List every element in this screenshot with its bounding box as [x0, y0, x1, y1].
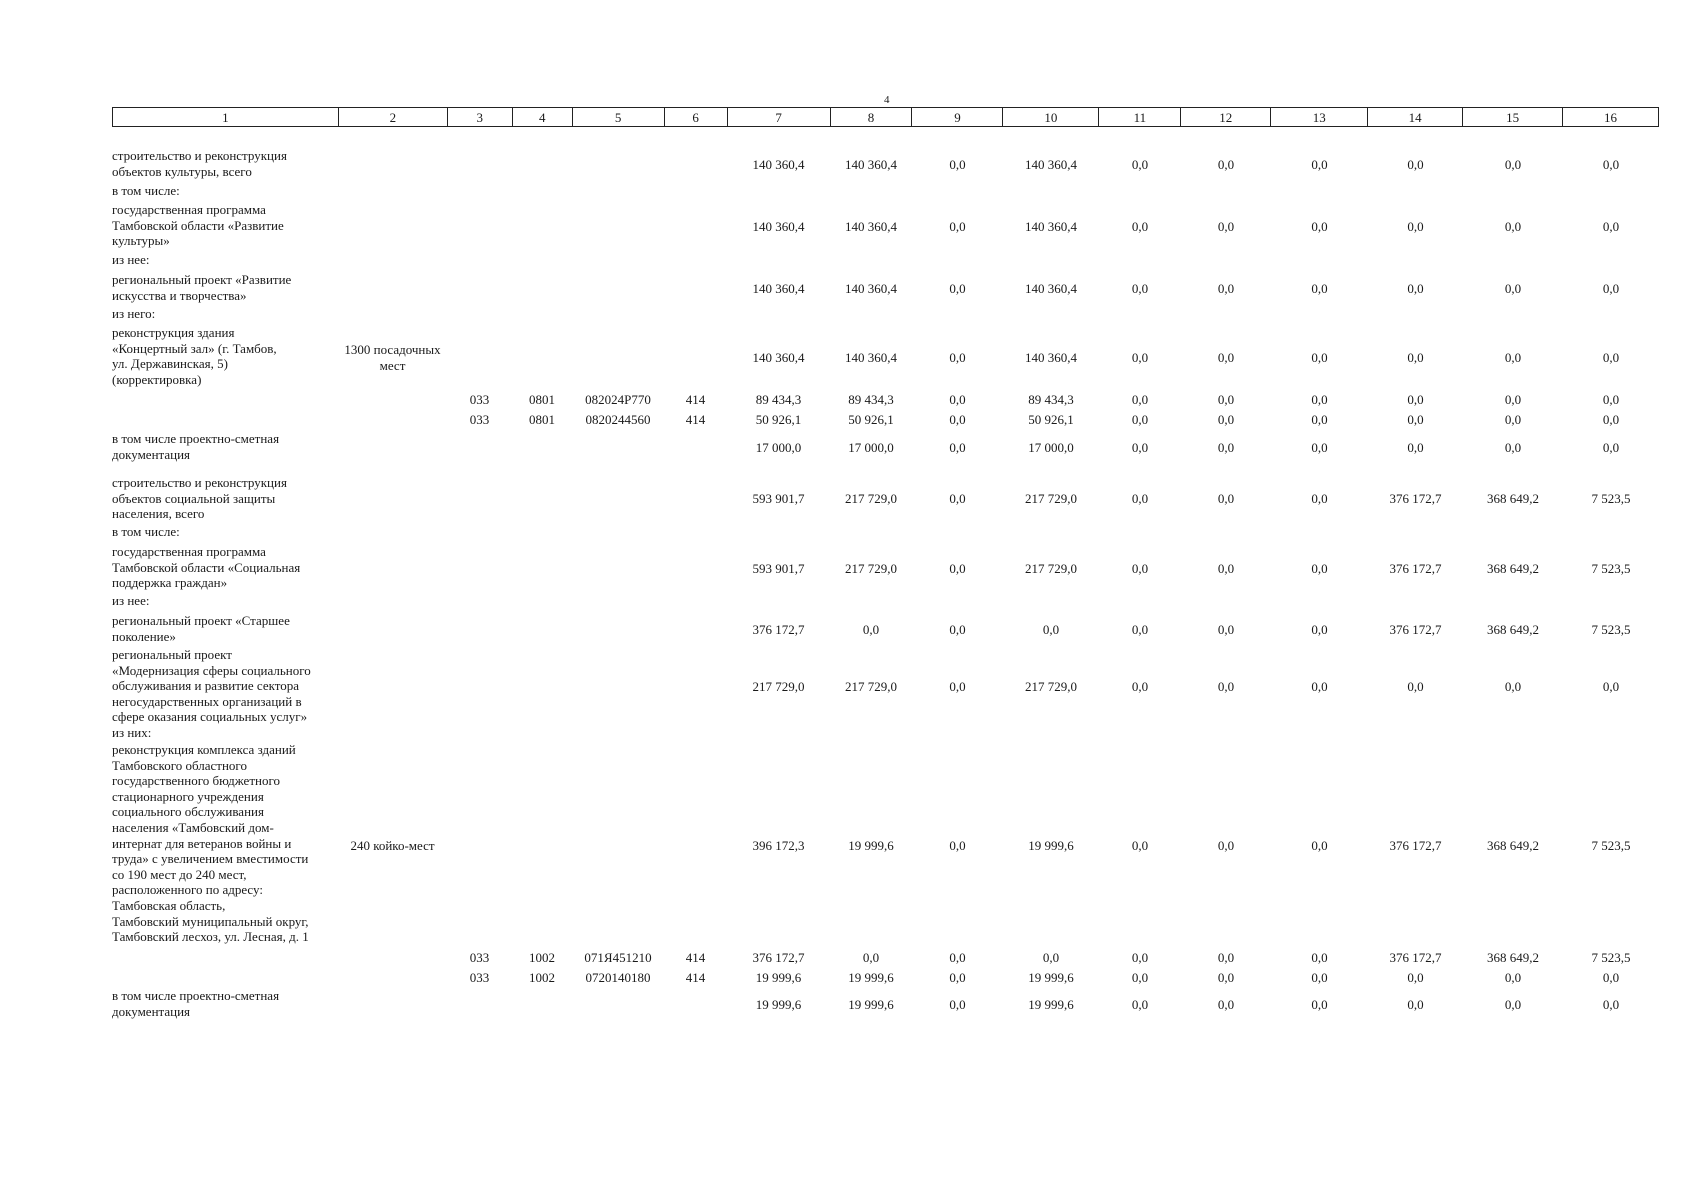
- value-cell-12: 0,0: [1217, 281, 1235, 296]
- value-cell-15: 368 649,2: [1487, 950, 1539, 965]
- code-cell-6: 414: [685, 950, 706, 965]
- value-cell-16: 0,0: [1602, 157, 1620, 172]
- description-line: (корректировка): [112, 371, 202, 387]
- value-cell-8: 140 360,4: [845, 157, 897, 172]
- value-cell-8: 217 729,0: [845, 561, 897, 576]
- value-cell-9: 0,0: [949, 679, 966, 694]
- value-cell-13: 0,0: [1311, 440, 1328, 455]
- description-line: государственная программа: [112, 202, 266, 217]
- description-line: поколение»: [112, 628, 176, 644]
- capacity-line: 240 койко-мест: [350, 838, 435, 853]
- capacity-line: 1300 посадочных: [344, 342, 441, 357]
- value-cell-11: 0,0: [1131, 281, 1149, 296]
- description-line: населения, всего: [112, 506, 205, 522]
- row-description: [112, 183, 337, 199]
- column-header-4: 4: [513, 108, 573, 126]
- value-cell-7: 593 901,7: [752, 491, 805, 506]
- value-cell-10: 89 434,3: [1028, 392, 1074, 407]
- value-cell-13: 0,0: [1311, 412, 1328, 427]
- value-cell-10: 50 926,1: [1028, 412, 1074, 427]
- description-line: социального обслуживания: [112, 804, 264, 820]
- row-description: [112, 252, 337, 268]
- value-cell-7: 140 360,4: [752, 350, 805, 365]
- value-cell-7: 17 000,0: [755, 440, 802, 455]
- value-cell-7: 89 434,3: [755, 392, 802, 407]
- value-cell-16: 0,0: [1602, 997, 1620, 1012]
- description-line: документация: [112, 1003, 191, 1019]
- capacity-cell: [338, 838, 447, 854]
- row-description: [112, 725, 337, 741]
- row-description: [112, 325, 337, 387]
- description-line: документация: [112, 446, 191, 462]
- description-line: в том числе проектно-сметная: [112, 988, 280, 1003]
- code-cell-3: 033: [469, 950, 490, 965]
- description-line: реконструкция комплекса зданий: [112, 742, 296, 757]
- value-cell-12: 0,0: [1217, 157, 1235, 172]
- row-description: [112, 988, 337, 1019]
- description-line: «Концертный зал» (г. Тамбов,: [112, 340, 277, 356]
- value-cell-7: 376 172,7: [752, 950, 805, 965]
- value-cell-11: 0,0: [1131, 997, 1149, 1012]
- code-cell-5: 082024P770: [585, 392, 651, 407]
- capacity-line: мест: [379, 357, 406, 373]
- value-cell-11: 0,0: [1131, 157, 1149, 172]
- description-line: в том числе:: [112, 183, 180, 198]
- value-cell-9: 0,0: [949, 997, 966, 1012]
- value-cell-7: 50 926,1: [755, 412, 802, 427]
- description-line: региональный проект: [112, 647, 232, 662]
- value-cell-15: 0,0: [1504, 350, 1522, 365]
- description-line: Тамбовская область,: [112, 897, 226, 913]
- value-cell-8: 19 999,6: [848, 970, 894, 985]
- value-cell-8: 0,0: [862, 950, 880, 965]
- value-cell-9: 0,0: [949, 561, 966, 576]
- code-cell-4: 0801: [529, 392, 555, 407]
- value-cell-8: 89 434,3: [848, 392, 894, 407]
- value-cell-14: 376 172,7: [1389, 622, 1442, 637]
- description-line: искусства и творчества»: [112, 287, 247, 303]
- value-cell-8: 217 729,0: [845, 491, 897, 506]
- value-cell-8: 17 000,0: [848, 440, 894, 455]
- description-line: труда» с увеличением вместимости: [112, 851, 309, 867]
- value-cell-11: 0,0: [1131, 219, 1149, 234]
- description-line: государственного бюджетного: [112, 773, 280, 789]
- value-cell-12: 0,0: [1217, 838, 1235, 853]
- row-description: [112, 431, 337, 462]
- value-cell-10: 19 999,6: [1028, 838, 1074, 853]
- description-line: из нее:: [112, 252, 150, 267]
- value-cell-14: 0,0: [1407, 281, 1424, 296]
- code-cell-5: 071Я451210: [584, 950, 652, 965]
- column-header-13: 13: [1271, 108, 1368, 126]
- value-cell-12: 0,0: [1217, 491, 1235, 506]
- value-cell-13: 0,0: [1311, 561, 1328, 576]
- column-header-15: 15: [1463, 108, 1563, 126]
- value-cell-8: 140 360,4: [845, 219, 897, 234]
- value-cell-12: 0,0: [1217, 412, 1235, 427]
- value-cell-10: 0,0: [1042, 950, 1060, 965]
- value-cell-12: 0,0: [1217, 219, 1235, 234]
- column-header-8: 8: [831, 108, 913, 126]
- value-cell-12: 0,0: [1217, 561, 1235, 576]
- description-line: государственная программа: [112, 544, 266, 559]
- value-cell-14: 0,0: [1407, 350, 1424, 365]
- description-line: Тамбовского областного: [112, 757, 247, 773]
- value-cell-9: 0,0: [949, 440, 966, 455]
- column-header-5: 5: [573, 108, 665, 126]
- code-cell-4: 1002: [529, 950, 555, 965]
- code-cell-5: 0820244560: [585, 412, 651, 427]
- page-number: 4: [884, 94, 890, 106]
- value-cell-7: 396 172,3: [752, 838, 805, 853]
- column-header-1: 1: [113, 108, 339, 126]
- value-cell-11: 0,0: [1131, 491, 1149, 506]
- value-cell-12: 0,0: [1217, 440, 1235, 455]
- column-header-7: 7: [728, 108, 831, 126]
- value-cell-11: 0,0: [1131, 838, 1149, 853]
- value-cell-16: 7 523,5: [1591, 491, 1631, 506]
- value-cell-16: 7 523,5: [1591, 838, 1631, 853]
- value-cell-15: 0,0: [1504, 392, 1522, 407]
- value-cell-14: 376 172,7: [1389, 950, 1442, 965]
- row-description: [112, 544, 337, 591]
- value-cell-9: 0,0: [949, 157, 966, 172]
- row-description: [112, 148, 337, 179]
- description-line: «Модернизация сферы социального: [112, 662, 311, 678]
- value-cell-16: 0,0: [1602, 412, 1620, 427]
- value-cell-11: 0,0: [1131, 950, 1149, 965]
- value-cell-10: 217 729,0: [1025, 491, 1077, 506]
- code-cell-3: 033: [469, 412, 490, 427]
- code-cell-6: 414: [685, 412, 706, 427]
- value-cell-12: 0,0: [1217, 392, 1235, 407]
- description-line: из нее:: [112, 593, 150, 608]
- value-cell-16: 0,0: [1602, 281, 1620, 296]
- value-cell-8: 0,0: [862, 622, 880, 637]
- value-cell-10: 140 360,4: [1025, 350, 1077, 365]
- value-cell-7: 19 999,6: [755, 997, 802, 1012]
- value-cell-14: 0,0: [1407, 412, 1424, 427]
- description-line: в том числе:: [112, 524, 180, 539]
- code-cell-6: 414: [685, 970, 706, 985]
- value-cell-13: 0,0: [1311, 679, 1328, 694]
- description-line: ул. Державинская, 5): [112, 356, 228, 372]
- description-line: Тамбовской области «Развитие: [112, 217, 284, 233]
- value-cell-11: 0,0: [1131, 350, 1149, 365]
- value-cell-12: 0,0: [1217, 997, 1235, 1012]
- value-cell-11: 0,0: [1131, 392, 1149, 407]
- column-header-12: 12: [1181, 108, 1271, 126]
- value-cell-16: 0,0: [1602, 440, 1620, 455]
- value-cell-9: 0,0: [949, 622, 966, 637]
- value-cell-15: 0,0: [1504, 281, 1522, 296]
- value-cell-9: 0,0: [949, 838, 966, 853]
- value-cell-10: 140 360,4: [1025, 281, 1077, 296]
- value-cell-15: 368 649,2: [1487, 561, 1539, 576]
- value-cell-12: 0,0: [1217, 970, 1235, 985]
- column-header-9: 9: [912, 108, 1003, 126]
- value-cell-13: 0,0: [1311, 622, 1328, 637]
- row-description: [112, 524, 337, 540]
- description-line: из него:: [112, 306, 156, 321]
- value-cell-9: 0,0: [949, 392, 966, 407]
- row-description: [112, 475, 337, 522]
- description-line: объектов культуры, всего: [112, 163, 252, 179]
- value-cell-14: 0,0: [1407, 997, 1424, 1012]
- value-cell-10: 140 360,4: [1025, 157, 1077, 172]
- column-header-10: 10: [1003, 108, 1099, 126]
- value-cell-8: 140 360,4: [845, 350, 897, 365]
- value-cell-8: 140 360,4: [845, 281, 897, 296]
- value-cell-15: 368 649,2: [1487, 491, 1539, 506]
- value-cell-12: 0,0: [1217, 622, 1235, 637]
- description-line: в том числе проектно-сметная: [112, 431, 280, 446]
- column-header-3: 3: [448, 108, 513, 126]
- value-cell-8: 50 926,1: [848, 412, 894, 427]
- value-cell-9: 0,0: [949, 970, 966, 985]
- description-line: населения «Тамбовский дом-: [112, 819, 274, 835]
- value-cell-15: 0,0: [1504, 997, 1522, 1012]
- value-cell-7: 140 360,4: [752, 219, 805, 234]
- value-cell-15: 368 649,2: [1487, 838, 1539, 853]
- value-cell-8: 217 729,0: [845, 679, 897, 694]
- description-line: культуры»: [112, 233, 170, 249]
- value-cell-13: 0,0: [1311, 219, 1328, 234]
- value-cell-13: 0,0: [1311, 838, 1328, 853]
- column-header-6: 6: [665, 108, 728, 126]
- description-line: региональный проект «Развитие: [112, 272, 292, 287]
- value-cell-10: 217 729,0: [1025, 679, 1077, 694]
- row-description: [112, 613, 337, 644]
- column-header-11: 11: [1099, 108, 1181, 126]
- value-cell-10: 140 360,4: [1025, 219, 1077, 234]
- column-header-16: 16: [1563, 108, 1659, 126]
- value-cell-12: 0,0: [1217, 350, 1235, 365]
- value-cell-15: 368 649,2: [1487, 622, 1539, 637]
- value-cell-14: 0,0: [1407, 392, 1424, 407]
- value-cell-7: 19 999,6: [755, 970, 802, 985]
- description-line: интернат для ветеранов войны и: [112, 835, 292, 851]
- value-cell-16: 0,0: [1602, 392, 1620, 407]
- value-cell-16: 0,0: [1602, 679, 1620, 694]
- value-cell-10: 19 999,6: [1028, 970, 1074, 985]
- value-cell-11: 0,0: [1131, 970, 1149, 985]
- column-header-14: 14: [1368, 108, 1463, 126]
- value-cell-12: 0,0: [1217, 679, 1235, 694]
- value-cell-10: 19 999,6: [1028, 997, 1074, 1012]
- value-cell-14: 376 172,7: [1389, 838, 1442, 853]
- value-cell-14: 376 172,7: [1389, 561, 1442, 576]
- code-cell-4: 0801: [529, 412, 555, 427]
- description-line: стационарного учреждения: [112, 788, 264, 804]
- description-line: расположенного по адресу:: [112, 882, 263, 898]
- value-cell-13: 0,0: [1311, 281, 1328, 296]
- column-header-row: [112, 107, 1659, 127]
- description-line: региональный проект «Старшее: [112, 613, 290, 628]
- value-cell-15: 0,0: [1504, 219, 1522, 234]
- value-cell-7: 593 901,7: [752, 561, 805, 576]
- description-line: объектов социальной защиты: [112, 490, 276, 506]
- row-description: [112, 742, 337, 945]
- value-cell-11: 0,0: [1131, 440, 1149, 455]
- value-cell-7: 140 360,4: [752, 157, 805, 172]
- description-line: со 190 мест до 240 мест,: [112, 866, 247, 882]
- value-cell-16: 7 523,5: [1591, 622, 1631, 637]
- row-description: [112, 306, 337, 322]
- value-cell-7: 140 360,4: [752, 281, 805, 296]
- value-cell-14: 0,0: [1407, 679, 1424, 694]
- value-cell-16: 7 523,5: [1591, 950, 1631, 965]
- value-cell-10: 17 000,0: [1028, 440, 1074, 455]
- description-line: поддержка граждан»: [112, 575, 228, 591]
- value-cell-9: 0,0: [949, 281, 966, 296]
- value-cell-14: 0,0: [1407, 219, 1424, 234]
- value-cell-7: 376 172,7: [752, 622, 805, 637]
- value-cell-14: 376 172,7: [1389, 491, 1442, 506]
- code-cell-5: 0720140180: [585, 970, 651, 985]
- description-line: строительство и реконструкция: [112, 148, 287, 163]
- code-cell-6: 414: [685, 392, 706, 407]
- value-cell-9: 0,0: [949, 950, 966, 965]
- value-cell-13: 0,0: [1311, 392, 1328, 407]
- row-description: [112, 202, 337, 249]
- code-cell-3: 033: [469, 392, 490, 407]
- code-cell-4: 1002: [529, 970, 555, 985]
- description-line: реконструкция здания: [112, 325, 235, 340]
- value-cell-9: 0,0: [949, 412, 966, 427]
- value-cell-16: 0,0: [1602, 970, 1620, 985]
- value-cell-13: 0,0: [1311, 970, 1328, 985]
- value-cell-10: 217 729,0: [1025, 561, 1077, 576]
- value-cell-15: 0,0: [1504, 412, 1522, 427]
- capacity-cell: [338, 342, 447, 373]
- description-line: Тамбовский муниципальный округ,: [112, 913, 309, 929]
- value-cell-15: 0,0: [1504, 157, 1522, 172]
- description-line: негосударственных организаций в: [112, 693, 302, 709]
- description-line: обслуживания и развитие сектора: [112, 678, 300, 694]
- value-cell-16: 0,0: [1602, 350, 1620, 365]
- value-cell-15: 0,0: [1504, 440, 1522, 455]
- row-description: [112, 272, 337, 303]
- value-cell-11: 0,0: [1131, 412, 1149, 427]
- value-cell-16: 7 523,5: [1591, 561, 1631, 576]
- value-cell-10: 0,0: [1042, 622, 1060, 637]
- value-cell-11: 0,0: [1131, 622, 1149, 637]
- description-line: Тамбовской области «Социальная: [112, 559, 301, 575]
- value-cell-8: 19 999,6: [848, 838, 894, 853]
- value-cell-8: 19 999,6: [848, 997, 894, 1012]
- value-cell-13: 0,0: [1311, 350, 1328, 365]
- value-cell-15: 0,0: [1504, 970, 1522, 985]
- value-cell-13: 0,0: [1311, 950, 1328, 965]
- value-cell-13: 0,0: [1311, 157, 1328, 172]
- value-cell-9: 0,0: [949, 491, 966, 506]
- value-cell-9: 0,0: [949, 219, 966, 234]
- value-cell-13: 0,0: [1311, 491, 1328, 506]
- value-cell-11: 0,0: [1131, 679, 1149, 694]
- code-cell-3: 033: [469, 970, 490, 985]
- description-line: сфере оказания социальных услуг»: [112, 709, 308, 725]
- value-cell-15: 0,0: [1504, 679, 1522, 694]
- row-description: [112, 647, 337, 725]
- value-cell-14: 0,0: [1407, 970, 1424, 985]
- value-cell-7: 217 729,0: [752, 679, 805, 694]
- value-cell-13: 0,0: [1311, 997, 1328, 1012]
- value-cell-12: 0,0: [1217, 950, 1235, 965]
- column-header-2: 2: [339, 108, 448, 126]
- row-description: [112, 593, 337, 609]
- value-cell-9: 0,0: [949, 350, 966, 365]
- description-line: Тамбовский лесхоз, ул. Лесная, д. 1: [112, 929, 309, 945]
- value-cell-11: 0,0: [1131, 561, 1149, 576]
- value-cell-14: 0,0: [1407, 157, 1424, 172]
- description-line: из них:: [112, 725, 152, 740]
- description-line: строительство и реконструкция: [112, 475, 287, 490]
- value-cell-16: 0,0: [1602, 219, 1620, 234]
- value-cell-14: 0,0: [1407, 440, 1424, 455]
